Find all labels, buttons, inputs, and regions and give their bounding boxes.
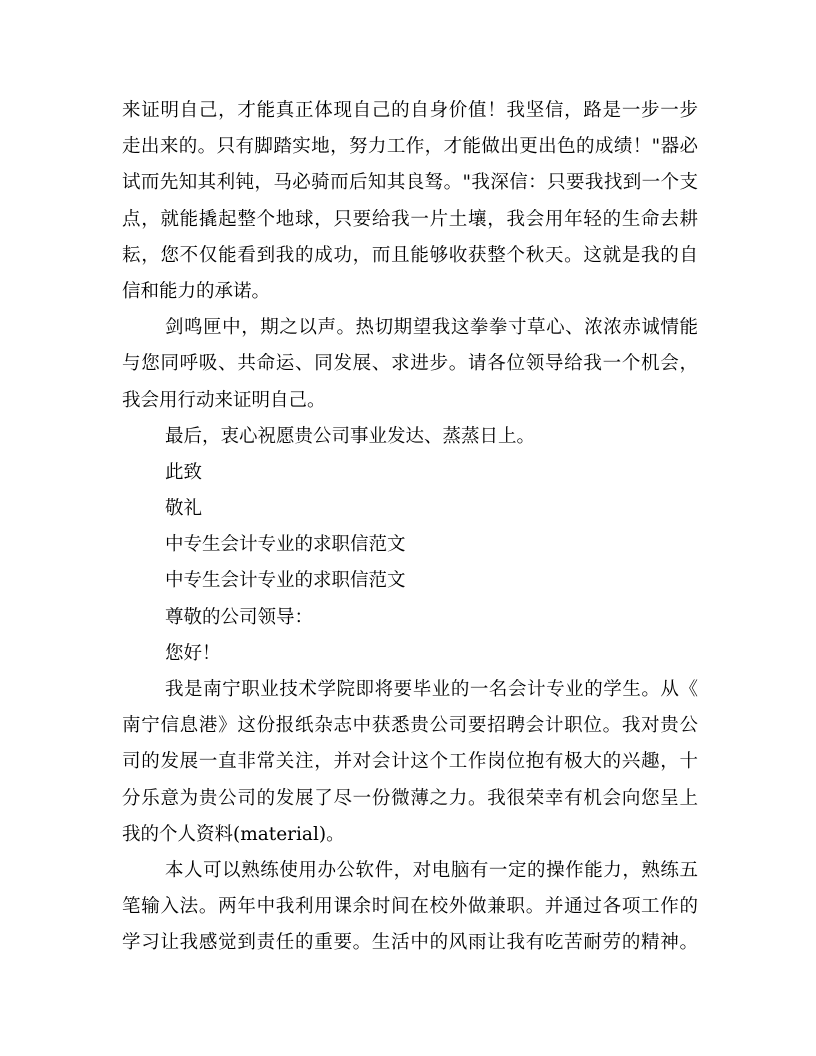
text-line: 剑鸣匣中，期之以声。热切期望我这拳拳寸草心、浓浓赤诚情能 [165, 317, 698, 339]
text-line: 中专生会计专业的求职信范文 [165, 570, 406, 592]
text-line: 分乐意为贵公司的发展了尽一份微薄之力。我很荣幸有机会向您呈上 [122, 787, 698, 809]
text-line: 尊敬的公司领导： [165, 606, 314, 628]
text-line: 走出来的。只有脚踏实地，努力工作，才能做出更出色的成绩！"器必 [122, 136, 698, 158]
text-line: 笔输入法。两年中我利用课余时间在校外做兼职。并通过各项工作的 [122, 896, 698, 918]
text-line: 信和能力的承诺。 [122, 280, 271, 302]
document-body [122, 93, 698, 962]
text-line: 来证明自己，才能真正体现自己的自身价值！我坚信，路是一步一步 [122, 100, 698, 121]
text-line: 中专生会计专业的求职信范文 [165, 534, 406, 556]
text-line: 最后，衷心祝愿贵公司事业发达、蒸蒸日上。 [165, 425, 536, 447]
text-line: 学习让我感觉到责任的重要。生活中的风雨让我有吃苦耐劳的精神。 [122, 932, 698, 954]
text-line: 此致 [165, 461, 203, 483]
text-line: 点，就能撬起整个地球，只要给我一片土壤，我会用年轻的生命去耕 [122, 208, 698, 230]
text-line: 司的发展一直非常关注，并对会计这个工作岗位抱有极大的兴趣，十 [122, 751, 698, 773]
text-line: 本人可以熟练使用办公软件，对电脑有一定的操作能力，熟练五 [165, 859, 698, 881]
text-line: 试而先知其利钝，马必骑而后知其良驽。"我深信：只要我找到一个支 [122, 172, 698, 194]
text-line: 我是南宁职业技术学院即将要毕业的一名会计专业的学生。从《 [165, 679, 698, 700]
text-line: 耘，您不仅能看到我的成功，而且能够收获整个秋天。这就是我的自 [122, 244, 698, 266]
text-line: 您好！ [165, 642, 221, 664]
text-line: 与您同呼吸、共命运、同发展、求进步。请各位领导给我一个机会， [122, 353, 698, 375]
text-line: 我的个人资料(material)。 [122, 823, 345, 845]
text-line: 南宁信息港》这份报纸杂志中获悉贵公司要招聘会计职位。我对贵公 [122, 715, 698, 737]
text-line: 敬礼 [165, 498, 203, 520]
text-line: 我会用行动来证明自己。 [122, 389, 326, 411]
